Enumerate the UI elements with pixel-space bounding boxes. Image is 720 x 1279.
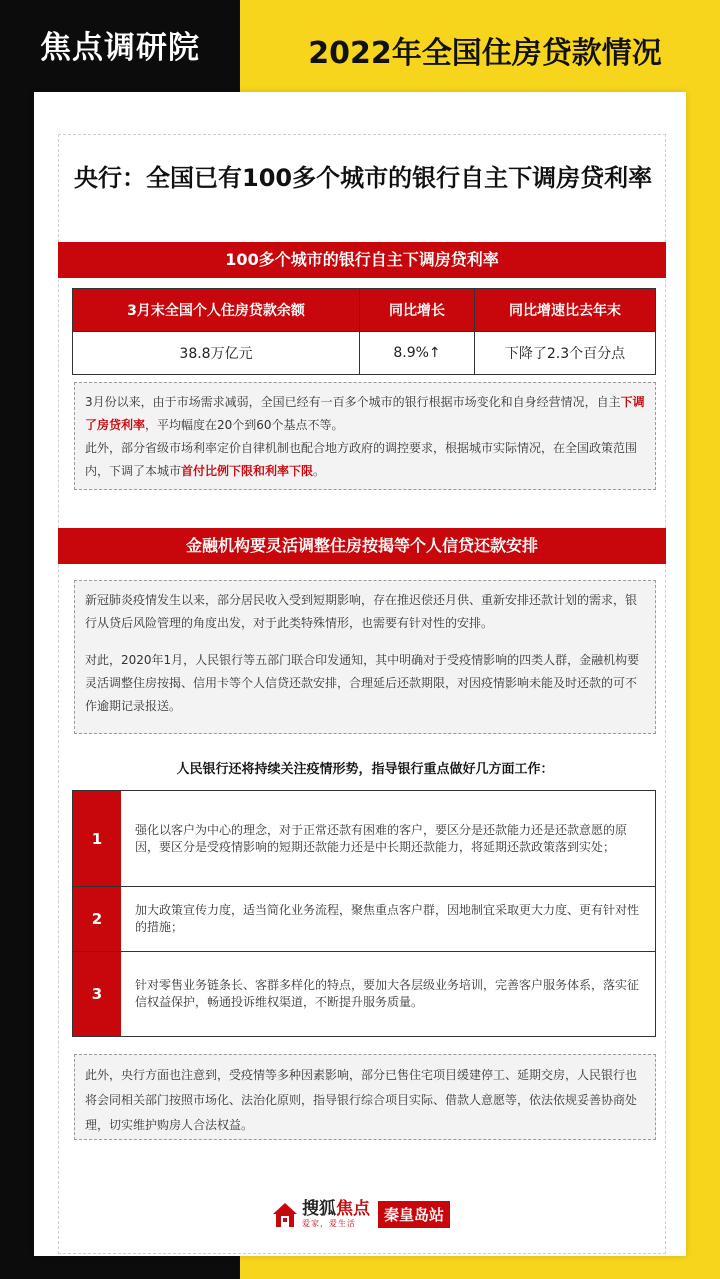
section1-banner: 100多个城市的银行自主下调房贷利率: [58, 242, 666, 278]
note-text: 此外，部分省级市场利率定价自律机制也配合地方政府的调控要求，根据城市实际情况，在全国政策范围内，下调了本城市: [85, 441, 638, 478]
logo-name: [302, 1200, 370, 1218]
list-item: [73, 952, 655, 1036]
page-title: 2022年全国住房贷款情况: [308, 36, 662, 71]
content-card: [34, 92, 686, 1256]
item-number: 1: [73, 791, 121, 886]
item-text: 针对零售业务链条长、客群多样化的特点，要加大各层级业务培训，完善客户服务体系，落实征信权益保护，畅通投诉维权渠道，不断提升服务质量。: [135, 978, 640, 1009]
table-cell: 下降了2.3个百分点: [475, 332, 656, 375]
note-paragraph: [85, 437, 645, 483]
table-cell: 8.9%↑: [360, 332, 475, 375]
station-badge: 秦皇岛站: [378, 1201, 450, 1228]
section2-note: [74, 580, 656, 734]
logo-text: 搜狐: [302, 1199, 336, 1219]
work-subheading: 人民银行还将持续关注疫情形势，指导银行重点做好几方面工作：: [176, 762, 554, 777]
highlight-text: 下调了房贷利率: [85, 395, 645, 432]
note-paragraph: [85, 391, 645, 437]
final-note: [74, 1054, 656, 1140]
note-text: 。: [313, 464, 326, 478]
section1-note: [74, 382, 656, 490]
house-icon: [272, 1202, 298, 1228]
note-text: 3月份以来，由于市场需求减弱，全国已经有一百多个城市的银行根据市场变化和自身经营情况，自主: [85, 395, 621, 409]
item-number: 2: [73, 887, 121, 951]
loan-stats-table: [72, 288, 656, 375]
table-header-cell: 3月末全国个人住房贷款余额: [73, 289, 360, 332]
item-text: 加大政策宣传力度，适当简化业务流程，聚焦重点客户群，因地制宜采取更大力度、更有针对性的措施；: [135, 903, 640, 934]
logo-slogan: 爱家，爱生活: [302, 1219, 356, 1228]
table-cell: 38.8万亿元: [73, 332, 360, 375]
table-header-cell: 同比增长: [360, 289, 475, 332]
main-headline: 央行：全国已有100多个城市的银行自主下调房贷利率: [74, 164, 653, 192]
table-row: [73, 332, 656, 375]
table-header-row: [73, 289, 656, 332]
brand-title: 焦点调研院: [40, 30, 200, 66]
note-text: ，平均幅度在20个到60个基点不等。: [145, 418, 344, 432]
table-header-cell: 同比增速比去年末: [475, 289, 656, 332]
sohu-focus-logo: [272, 1200, 450, 1229]
item-text: 强化以客户为中心的理念，对于正常还款有困难的客户，要区分是还款能力还是还款意愿的原因，要区分是受疫情影响的短期还款能力还是中长期还款能力，将延期还款政策落到实处；: [135, 822, 628, 854]
work-items-list: [72, 790, 656, 1037]
note-paragraph: 此外，央行方面也注意到，受疫情等多种因素影响，部分已售住宅项目缓建停工、延期交房，人民银行也将会同相关部门按照市场化、法治化原则，指导银行综合项目实际、借款人意愿等，依法依规妥善协商处理，切实维护购房人合法权益。: [85, 1068, 638, 1132]
note-paragraph: 对此，2020年1月，人民银行等五部门联合印发通知，其中明确对于受疫情影响的四类人群，金融机构要灵活调整住房按揭、信用卡等个人信贷还款安排，合理延后还款期限，对因疫情影响未能及时还款的可不作逾期记录报送。: [85, 653, 640, 713]
highlight-text: 首付比例下限和利率下限: [181, 464, 314, 478]
list-item: [73, 791, 655, 887]
list-item: [73, 887, 655, 952]
section2-banner: 金融机构要灵活调整住房按揭等个人信贷还款安排: [58, 528, 666, 564]
logo-wordmark: [302, 1200, 370, 1229]
note-paragraph: 新冠肺炎疫情发生以来，部分居民收入受到短期影响，存在推迟偿还月供、重新安排还款计划的需求，银行从贷后风险管理的角度出发，对于此类特殊情形，也需要有针对性的安排。: [85, 593, 638, 630]
item-number: 3: [73, 952, 121, 1036]
logo-text-highlight: 焦点: [336, 1199, 370, 1219]
